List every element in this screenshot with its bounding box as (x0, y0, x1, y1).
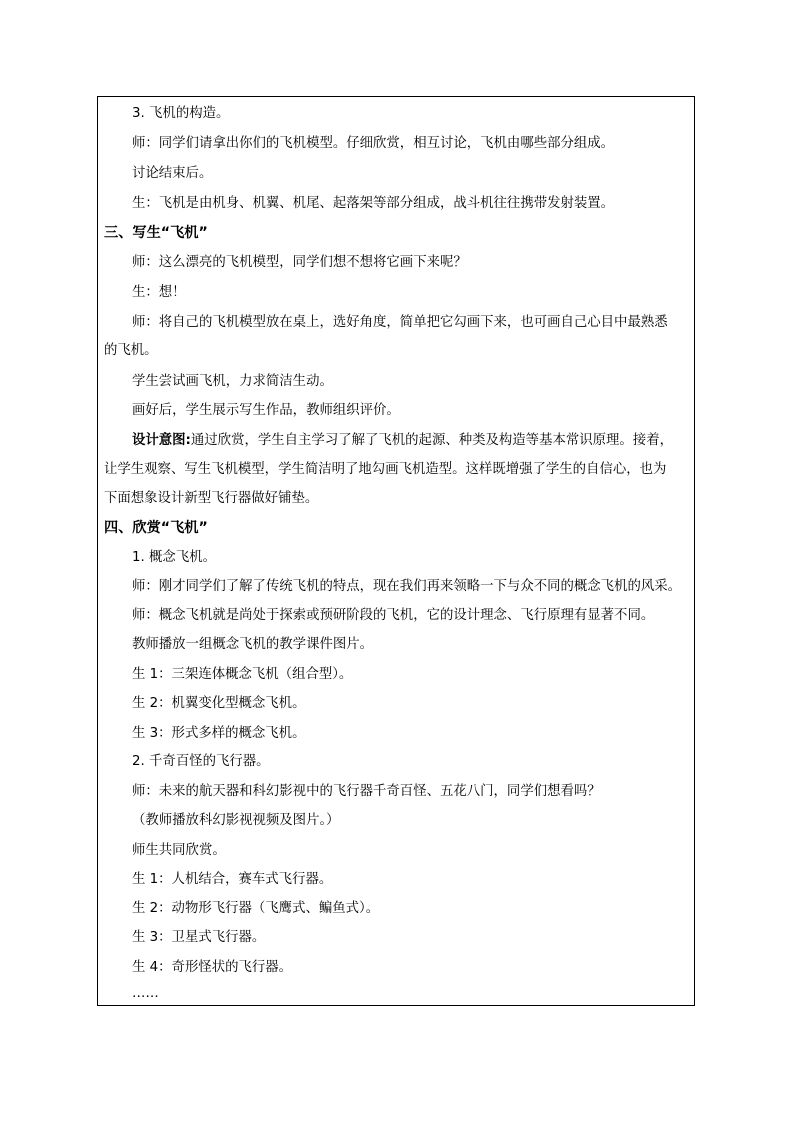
section-item-1: 1. 概念飞机。 (132, 550, 216, 565)
design-intent-paragraph (132, 431, 673, 451)
paragraph: 讨论结束后。 (132, 166, 213, 181)
section-item-2: 2. 千奇百怪的飞行器。 (132, 754, 270, 769)
paragraph: 师：未来的航天器和科幻影视中的飞行器千奇百怪、五花八门，同学们想看吗？ (132, 784, 601, 799)
paragraph: 师：同学们请拿出你们的飞机模型。仔细欣赏，相互讨论，飞机由哪些部分组成。 (132, 136, 615, 151)
paragraph: 教师播放一组概念飞机的教学课件图片。 (132, 637, 374, 652)
design-intent-text: 通过欣赏，学生自主学习了解了飞机的起源、种类及构造等基本常识原理。接着， (190, 433, 673, 448)
section-item-3: 3. 飞机的构造。 (132, 106, 230, 121)
ellipsis: …… (132, 986, 159, 1001)
paragraph: 画好后，学生展示写生作品，教师组织评价。 (132, 403, 400, 418)
paragraph: 生 3：形式多样的概念飞机。 (132, 726, 306, 741)
paragraph: 学生尝试画飞机，力求简洁生动。 (132, 374, 333, 389)
paragraph-continuation: 下面想象设计新型飞行器做好铺垫。 (104, 491, 319, 506)
section-heading-4: 四、欣赏“飞机” (104, 520, 208, 536)
paragraph: 生 3：卫星式飞行器。 (132, 930, 266, 945)
paragraph: 师：刚才同学们了解了传统飞机的特点，现在我们再来领略一下与众不同的概念飞机的风采。 (132, 579, 682, 594)
section-heading-3: 三、写生“飞机” (104, 225, 208, 241)
paragraph: 生 2：机翼变化型概念飞机。 (132, 696, 306, 711)
paragraph: 师：将自己的飞机模型放在桌上，选好角度，简单把它勾画下来，也可画自己心目中最熟悉 (132, 315, 668, 330)
design-intent-label: 设计意图: (132, 433, 191, 448)
paragraph: 生：想！ (132, 285, 186, 300)
paragraph: （教师播放科幻影视视频及图片。） (132, 813, 340, 828)
paragraph: 师：这么漂亮的飞机模型，同学们想不想将它画下来呢？ (132, 255, 467, 270)
paragraph: 生 1：三架连体概念飞机（组合型）。 (132, 667, 353, 682)
paragraph: 生 2：动物形飞行器（飞鹰式、鳊鱼式）。 (132, 901, 380, 916)
paragraph-continuation: 让学生观察、写生飞机模型，学生简洁明了地勾画飞机造型。这样既增强了学生的自信心，也为 (104, 462, 667, 477)
paragraph: 师：概念飞机就是尚处于探索或预研阶段的飞机，它的设计理念、飞行原理有显著不同。 (132, 608, 655, 623)
paragraph: 师生共同欣赏。 (132, 843, 226, 858)
paragraph: 生 1：人机结合，赛车式飞行器。 (132, 872, 333, 887)
paragraph-continuation: 的飞机。 (104, 343, 158, 358)
paragraph: 生 4：奇形怪状的飞行器。 (132, 960, 293, 975)
paragraph: 生：飞机是由机身、机翼、机尾、起落架等部分组成，战斗机往往携带发射装置。 (132, 196, 615, 211)
